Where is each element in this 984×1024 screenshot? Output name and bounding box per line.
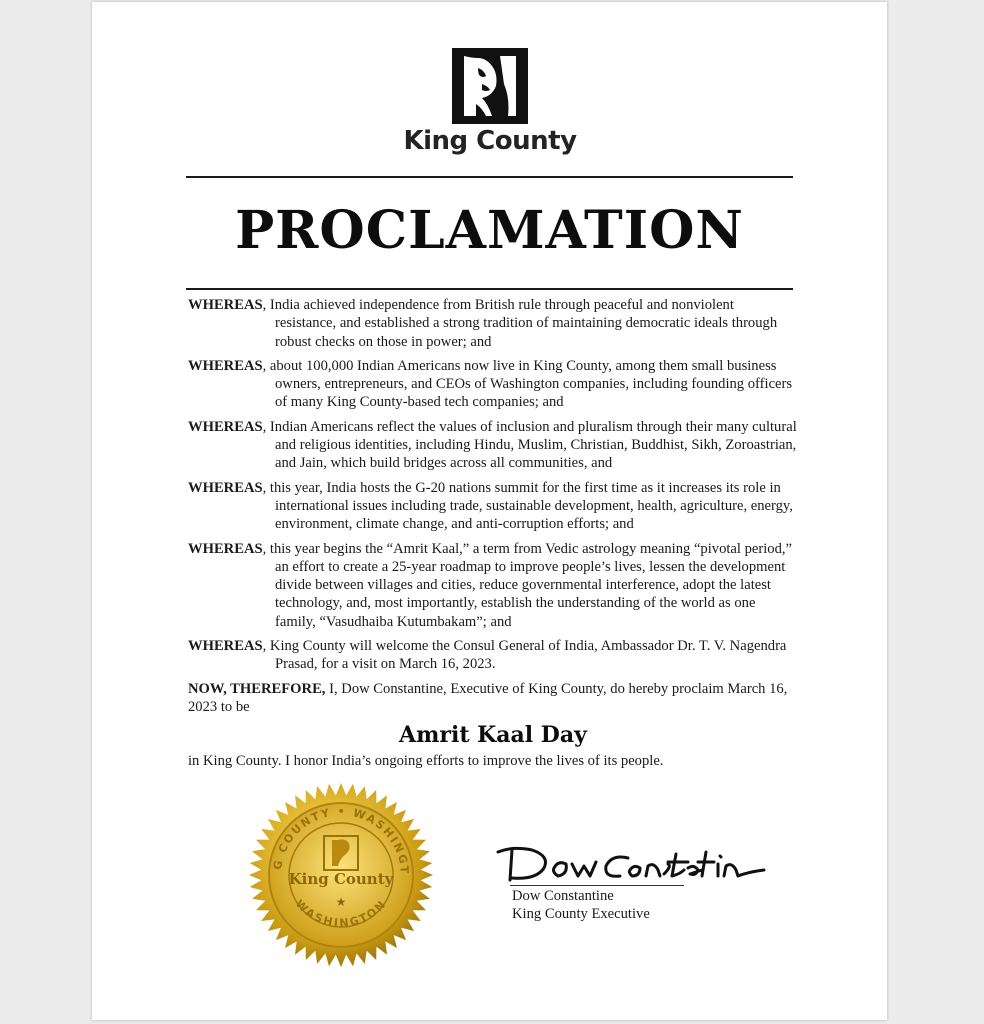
clause-text: , about 100,000 Indian Americans now live in King County, among them small business owners, entrepreneurs, and CEOs of Washington companies, including founding officers of many King County-based tech companies; and — [262, 357, 793, 411]
signer-name: Dow Constantine — [512, 888, 614, 904]
gold-seal-icon — [248, 782, 434, 968]
clause-text: , King County will welcome the Consul General of India, Ambassador Dr. T. V. Nagendra Prasad, for a visit on March 16, 2023. — [262, 638, 787, 673]
clause-lead: WHEREAS — [188, 479, 263, 496]
king-county-logo-icon — [452, 48, 528, 124]
seal-center-text: King County — [288, 870, 394, 888]
clause-lead: WHEREAS — [188, 297, 263, 313]
whereas-clause — [188, 540, 798, 631]
signer-block — [512, 887, 650, 923]
clause-text: , this year begins the “Amrit Kaal,” a term from Vedic astrology meaning “pivotal period,” an effort to create a 25-year roadmap to improve people’s lives, lessen the development divide between villages and cities, reduce governmental interference, adopt the latest technology, and, most importantly, establish the understanding of the world as one family, “Vasudhaiba Kutumbakam”; and — [262, 540, 793, 630]
proclamation-body — [188, 296, 798, 771]
proclamation-page — [92, 2, 887, 1020]
handwritten-signature-icon — [492, 840, 772, 888]
proclaimed-day: Amrit Kaal Day — [399, 722, 587, 749]
clause-text: , India achieved independence from British rule through peaceful and nonviolent resistance, and established a strong tradition of maintaining democratic ideals through robust checks on those in power; and — [262, 297, 778, 350]
seal-bottom-text: WASHINGTON — [292, 897, 390, 930]
page-title: PROCLAMATION — [235, 200, 744, 261]
clause-text: , this year, India hosts the G-20 nations summit for the first time as it increases its role in international issues including trade, sustainable development, health, agriculture, energy, environment, climate change, and anti-corruption efforts; and — [262, 479, 793, 533]
clause-lead: WHEREAS — [188, 357, 263, 374]
top-divider — [186, 176, 793, 178]
whereas-clause — [188, 357, 798, 412]
svg-text:★: ★ — [335, 895, 347, 909]
whereas-clause — [188, 479, 798, 534]
resolution-text: I, Dow Constantine, Executive of King County, do hereby proclaim March 16, 2023 to be — [188, 680, 788, 715]
clause-text: , Indian Americans reflect the values of inclusion and pluralism through their many cultural and religious identities, including Hindu, Muslim, Christian, Buddhist, Sikh, Zoroastrian, and Jain, which build bridges across all communities, and — [262, 418, 797, 472]
whereas-clause — [188, 418, 798, 473]
whereas-clause — [188, 637, 798, 674]
seal-outer-text: G COUNTY • WASHINGT — [271, 804, 412, 876]
closing-line: in King County. I honor India’s ongoing efforts to improve the lives of its people. — [188, 753, 664, 770]
clause-lead: WHEREAS — [188, 418, 263, 435]
whereas-clause — [188, 296, 798, 351]
signature-line — [510, 885, 684, 886]
resolution-clause — [188, 680, 798, 717]
signer-title: King County Executive — [512, 906, 650, 922]
org-name: King County — [403, 126, 577, 156]
clause-lead: WHEREAS — [188, 540, 263, 557]
clause-lead: WHEREAS — [188, 638, 263, 655]
bottom-divider — [186, 288, 793, 290]
resolution-lead: NOW, THEREFORE, — [188, 680, 326, 697]
